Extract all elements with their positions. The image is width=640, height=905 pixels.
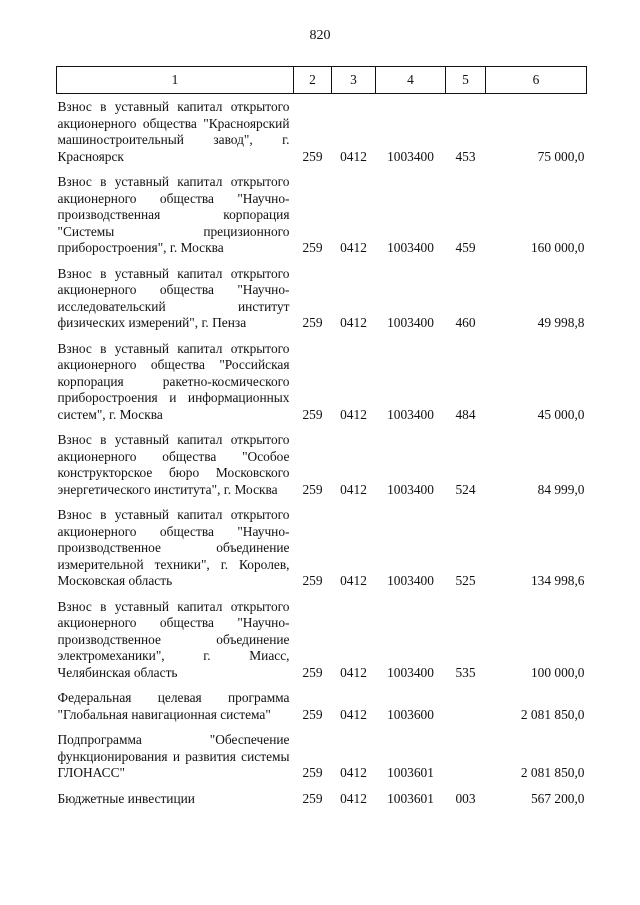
row-article-code: 1003400 — [387, 240, 434, 255]
row-article-code: 1003601 — [387, 790, 434, 806]
row-article-code: 1003400 — [387, 148, 434, 164]
row-section-code: 0412 — [340, 148, 367, 164]
row-name: Взнос в уставный капитал открытого акционерного общества "Научно-производственное объединение электромеханики", г. Миасс, Челябинская область — [57, 598, 290, 680]
row-amount: 49 998,8 — [537, 315, 585, 330]
row-expense-type-code: 453 — [455, 148, 476, 164]
row-section-code: 0412 — [340, 573, 367, 588]
table-body — [57, 94, 587, 817]
row-amount: 45 000,0 — [537, 406, 585, 422]
row-ministry-code: 259 — [302, 406, 323, 422]
row-ministry-code: 259 — [302, 790, 323, 806]
row-ministry-code: 259 — [302, 664, 323, 680]
row-ministry-code: 259 — [302, 481, 323, 497]
header-cell-4: 4 — [376, 67, 446, 94]
row-article-code: 1003400 — [387, 573, 434, 588]
table-row — [57, 341, 587, 433]
row-section-code: 0412 — [340, 706, 367, 722]
row-name: Подпрограмма "Обеспечение функционирования и развития системы ГЛОНАСС" — [57, 732, 290, 780]
row-ministry-code: 259 — [302, 148, 323, 164]
row-amount: 84 999,0 — [537, 481, 585, 497]
row-ministry-code: 259 — [302, 765, 323, 780]
header-row — [57, 67, 587, 94]
row-expense-type-code: 525 — [455, 573, 476, 588]
table-row — [57, 266, 587, 341]
row-expense-type-code — [446, 732, 486, 791]
table-row — [57, 791, 587, 817]
header-cell-1: 1 — [57, 67, 294, 94]
table-header — [57, 67, 587, 94]
row-name: Взнос в уставный капитал открытого акционерного общества "Особое конструкторское бюро Московского энергетического института", г. Москва — [57, 432, 290, 497]
table-row — [57, 507, 587, 599]
row-section-code: 0412 — [340, 481, 367, 497]
table-row — [57, 690, 587, 732]
table-row — [57, 432, 587, 507]
row-name: Взнос в уставный капитал открытого акционерного общества "Научно-производственное объединение измерительной техники", г. Королев, Московская область — [57, 507, 290, 588]
row-ministry-code: 259 — [302, 240, 323, 255]
row-name: Бюджетные инвестиции — [57, 790, 195, 806]
row-section-code: 0412 — [340, 240, 367, 255]
table-row — [57, 174, 587, 266]
page-number: 820 — [309, 28, 331, 43]
row-name: Взнос в уставный капитал открытого акционерного общества "Научно-исследовательский институт физических измерений", г. Пенза — [57, 265, 290, 330]
row-ministry-code: 259 — [302, 573, 323, 588]
row-article-code: 1003400 — [387, 315, 434, 330]
header-cell-3: 3 — [332, 67, 376, 94]
row-ministry-code: 259 — [302, 315, 323, 330]
row-section-code: 0412 — [340, 790, 367, 806]
row-article-code: 1003600 — [387, 706, 434, 722]
header-cell-2: 2 — [294, 67, 332, 94]
row-article-code: 1003400 — [387, 664, 434, 680]
row-amount: 2 081 850,0 — [520, 706, 585, 722]
row-article-code: 1003400 — [387, 406, 434, 422]
row-name: Взнос в уставный капитал открытого акционерного общества "Научно-производственная корпорация "Системы прецизионного приборостроения", г. Москва — [57, 174, 290, 255]
row-amount: 160 000,0 — [530, 240, 585, 255]
row-article-code: 1003601 — [387, 765, 434, 780]
row-article-code: 1003400 — [387, 481, 434, 497]
row-amount: 134 998,6 — [530, 573, 585, 588]
row-expense-type-code: 003 — [455, 790, 476, 806]
row-expense-type-code: 460 — [455, 315, 476, 330]
row-expense-type-code — [446, 690, 486, 732]
table-row — [57, 94, 587, 175]
header-cell-6: 6 — [486, 67, 587, 94]
row-expense-type-code: 484 — [455, 406, 476, 422]
table-row — [57, 599, 587, 691]
row-amount: 567 200,0 — [530, 790, 585, 806]
row-name: Взнос в уставный капитал открытого акционерного общества "Российская корпорация ракетно-космического приборостроения и информационных систем", г. Москва — [57, 340, 290, 422]
row-section-code: 0412 — [340, 406, 367, 422]
row-amount: 75 000,0 — [537, 148, 585, 164]
row-expense-type-code: 524 — [455, 481, 476, 497]
row-section-code: 0412 — [340, 315, 367, 330]
row-expense-type-code: 459 — [455, 240, 476, 255]
row-amount: 100 000,0 — [530, 664, 585, 680]
row-expense-type-code: 535 — [455, 664, 476, 680]
row-amount: 2 081 850,0 — [520, 765, 585, 780]
row-section-code: 0412 — [340, 664, 367, 680]
row-ministry-code: 259 — [302, 706, 323, 722]
row-section-code: 0412 — [340, 765, 367, 780]
table-row — [57, 732, 587, 791]
row-name: Взнос в уставный капитал открытого акционерного общества "Красноярский машиностроительный завод", г. Красноярск — [57, 99, 290, 164]
budget-table — [56, 66, 587, 816]
row-name: Федеральная целевая программа "Глобальная навигационная система" — [57, 690, 290, 722]
header-cell-5: 5 — [446, 67, 486, 94]
